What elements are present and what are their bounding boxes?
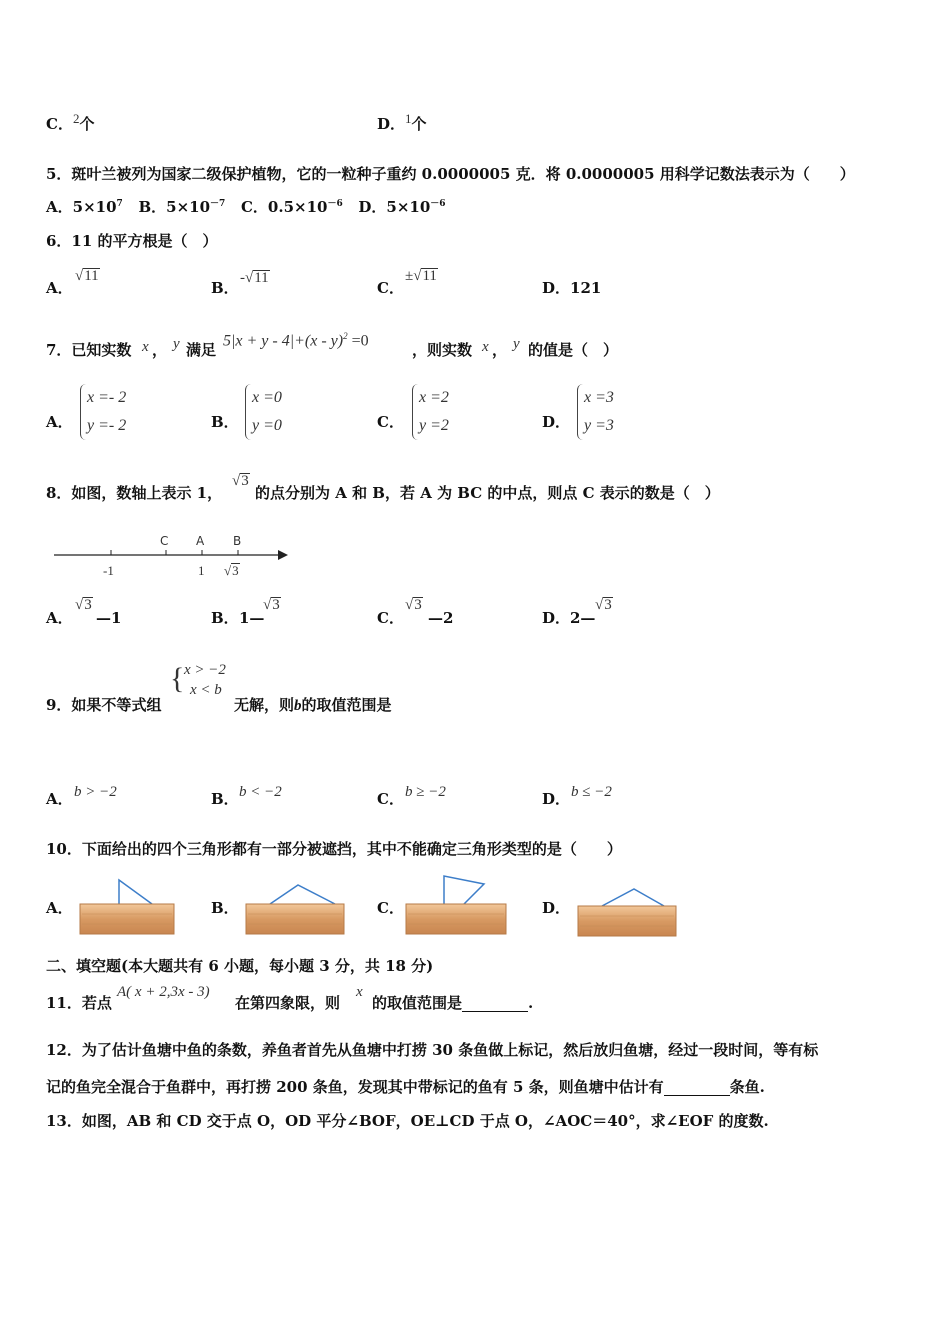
equation-rhs: =0 (347, 332, 369, 350)
exponent: －6 (430, 199, 446, 209)
var-x: x (142, 339, 149, 355)
equation-line: y =3 (584, 417, 614, 434)
q8-sqrt3: √3 (232, 473, 249, 489)
number-line-figure (54, 533, 294, 583)
q8-option-b-label: B． (211, 609, 239, 627)
q11-stem-2: 在第四象限，则 (235, 994, 341, 1012)
q12-line-1: 12．为了估计鱼塘中鱼的条数，养鱼者首先从鱼塘中打捞 30 条鱼做上标记，然后放归鱼塘，经过一段时间，等有标 (46, 1041, 819, 1059)
q9-option-a-value: b > −2 (74, 784, 117, 800)
option-a: A．5×10 (46, 198, 117, 216)
axis-tick-sqrt3: √3 (224, 563, 239, 578)
q10-figure-b (240, 870, 350, 940)
q7-option-c-system (412, 384, 449, 440)
equation-line: y =- 2 (87, 417, 127, 434)
q9-option-d-value: b ≤ −2 (571, 784, 612, 800)
q12-line-2 (46, 1080, 765, 1096)
q6-stem: 6．11 的平方根是（ ） (46, 232, 218, 250)
option-value: 2 (72, 111, 80, 126)
q7-option-b-label: B． (211, 413, 239, 431)
q9-option-b-label: B． (211, 790, 239, 808)
radicand: 3 (241, 473, 249, 489)
equation-line: y =0 (252, 417, 282, 434)
q8-option-d-head: 2— (570, 609, 596, 627)
q7-option-d-system (577, 384, 614, 440)
comma: ， (492, 341, 508, 359)
q9-option-d-label: D． (542, 790, 571, 808)
q8-option-d-value: √3 (595, 597, 612, 613)
var-x: x (356, 984, 363, 1000)
q8-option-a-tail: —1 (96, 609, 122, 627)
exponent: －6 (327, 199, 343, 209)
q8-option-a-value: √3 (75, 597, 92, 613)
axis-tick-minus-one: -1 (103, 563, 114, 578)
q13-stem: 13．如图，AB 和 CD 交于点 O，OD 平分∠BOF，OE⊥CD 于点 O，∠AOC＝40°，求∠EOF 的度数. (46, 1112, 769, 1130)
option-unit: 个 (411, 115, 427, 133)
option-unit: 个 (79, 115, 95, 133)
q4-option-d (377, 111, 427, 133)
q8-option-c-label: C． (377, 609, 404, 627)
q6-option-c-label: C． (377, 279, 404, 297)
q7-stem-3: ，则实数 (412, 341, 473, 359)
equation-line: y =2 (419, 417, 449, 434)
section-2-title: 二、填空题(本大题共有 6 小题，每小题 3 分，共 18 分) (46, 957, 434, 975)
exponent: 2 (343, 331, 348, 341)
q10-figure-d (572, 870, 682, 940)
axis-tick-one: 1 (198, 563, 205, 578)
q7-option-d-label: D． (542, 413, 571, 431)
var-b: b (294, 698, 302, 714)
q11-stem-1: 11．若点 (46, 994, 112, 1012)
sign: ± (405, 268, 414, 284)
q11-stem-3 (372, 996, 533, 1012)
q10-option-a-label: A． (46, 899, 73, 917)
q7-option-a-label: A． (46, 413, 73, 431)
text: 无解，则 (234, 696, 295, 714)
q6-option-c-value: ±√11 (405, 268, 437, 284)
inequality-line: x < b (190, 682, 222, 698)
q7-option-a-system (80, 384, 126, 440)
option-c: C．0.5×10 (240, 198, 328, 216)
radicand: 3 (272, 597, 280, 613)
q10-figure-c (402, 866, 512, 941)
axis-label-c: C (160, 534, 169, 548)
exponent: －7 (210, 199, 226, 209)
equation-line: x =2 (419, 389, 449, 406)
radicand: 3 (232, 563, 239, 578)
q8-option-b-value: √3 (263, 597, 280, 613)
text: 记的鱼完全混合于鱼群中，再打捞 200 条鱼，发现其中带标记的鱼有 5 条，则鱼塘中估计有 (46, 1078, 664, 1096)
q10-option-d-label: D． (542, 899, 571, 917)
q8-option-d-label: D． (542, 609, 571, 627)
text: . (528, 994, 534, 1012)
option-value: 1 (405, 111, 412, 126)
q4-option-c (46, 111, 95, 133)
q9-option-a-label: A． (46, 790, 73, 808)
q7-option-b-system (245, 384, 282, 440)
q11-point: A( x + 2,3x - 3) (117, 984, 210, 1000)
inequality-line: x > −2 (184, 662, 226, 678)
q9-stem-1: 9．如果不等式组 (46, 696, 162, 714)
comma: ， (152, 341, 168, 359)
q6-option-a-label: A． (46, 279, 73, 297)
q10-option-b-label: B． (211, 899, 239, 917)
q5-stem: 5．斑叶兰被列为国家二级保护植物，它的一粒种子重约 0.0000005 克．将 0.0000005 用科学记数法表示为（ ） (46, 165, 855, 183)
q6-option-d: D．121 (542, 279, 602, 297)
q8-option-a-label: A． (46, 609, 73, 627)
q9-option-c-label: C． (377, 790, 404, 808)
var-x: x (482, 339, 489, 355)
q7-option-c-label: C． (377, 413, 404, 431)
q7-stem-1: 7．已知实数 (46, 341, 132, 359)
q9-stem-2 (234, 698, 392, 714)
var-y: y (513, 336, 520, 352)
equation-line: x =- 2 (87, 389, 127, 406)
answer-blank (664, 1080, 730, 1096)
q9-option-c-value: b ≥ −2 (405, 784, 446, 800)
radicand: 11 (422, 268, 437, 284)
q8-option-c-tail: —2 (428, 609, 454, 627)
q10-option-c-label: C． (377, 899, 404, 917)
q9-option-b-value: b < −2 (239, 784, 282, 800)
q6-option-a-value: √11 (75, 268, 99, 284)
q7-equation (223, 332, 369, 349)
q9-inequality-system (172, 660, 226, 700)
axis-label-b: B (233, 534, 242, 548)
var-y: y (173, 336, 180, 352)
radicand: 3 (84, 597, 92, 613)
sign: - (240, 270, 245, 286)
answer-blank (462, 996, 528, 1012)
radicand: 3 (604, 597, 612, 613)
q10-stem: 10．下面给出的四个三角形都有一部分被遮挡，其中不能确定三角形类型的是（ ） (46, 840, 622, 858)
option-b: B．5×10 (138, 198, 211, 216)
equation-line: x =3 (584, 389, 614, 406)
q8-option-b-head: 1— (239, 609, 265, 627)
equation-expression: 5|x + y - 4|+(x - y) (223, 332, 344, 350)
q8-stem-2: 的点分别为 A 和 B，若 A 为 BC 的中点，则点 C 表示的数是（ ） (255, 484, 720, 502)
radicand: 11 (254, 270, 269, 286)
q8-option-c-value: √3 (405, 597, 422, 613)
text: 的取值范围是 (372, 994, 463, 1012)
option-d: D．5×10 (358, 198, 431, 216)
text: 条鱼. (729, 1078, 765, 1096)
exponent: 7 (116, 199, 123, 209)
equation-line: x =0 (252, 389, 282, 406)
q7-stem-4: 的值是（ ） (528, 341, 619, 359)
q10-figure-a (74, 870, 184, 940)
option-label: D． (377, 115, 406, 133)
q6-option-b-value: -√11 (240, 270, 269, 286)
option-label: C． (46, 115, 73, 133)
q6-option-b-label: B． (211, 279, 239, 297)
q5-options (46, 200, 446, 215)
radicand: 11 (84, 268, 99, 284)
q7-stem-2: 满足 (186, 341, 217, 359)
axis-label-a: A (196, 534, 205, 548)
brace-icon: { (170, 662, 185, 695)
q8-stem-1: 8．如图，数轴上表示 1， (46, 484, 223, 502)
text: 的取值范围是 (301, 696, 392, 714)
radicand: 3 (414, 597, 422, 613)
